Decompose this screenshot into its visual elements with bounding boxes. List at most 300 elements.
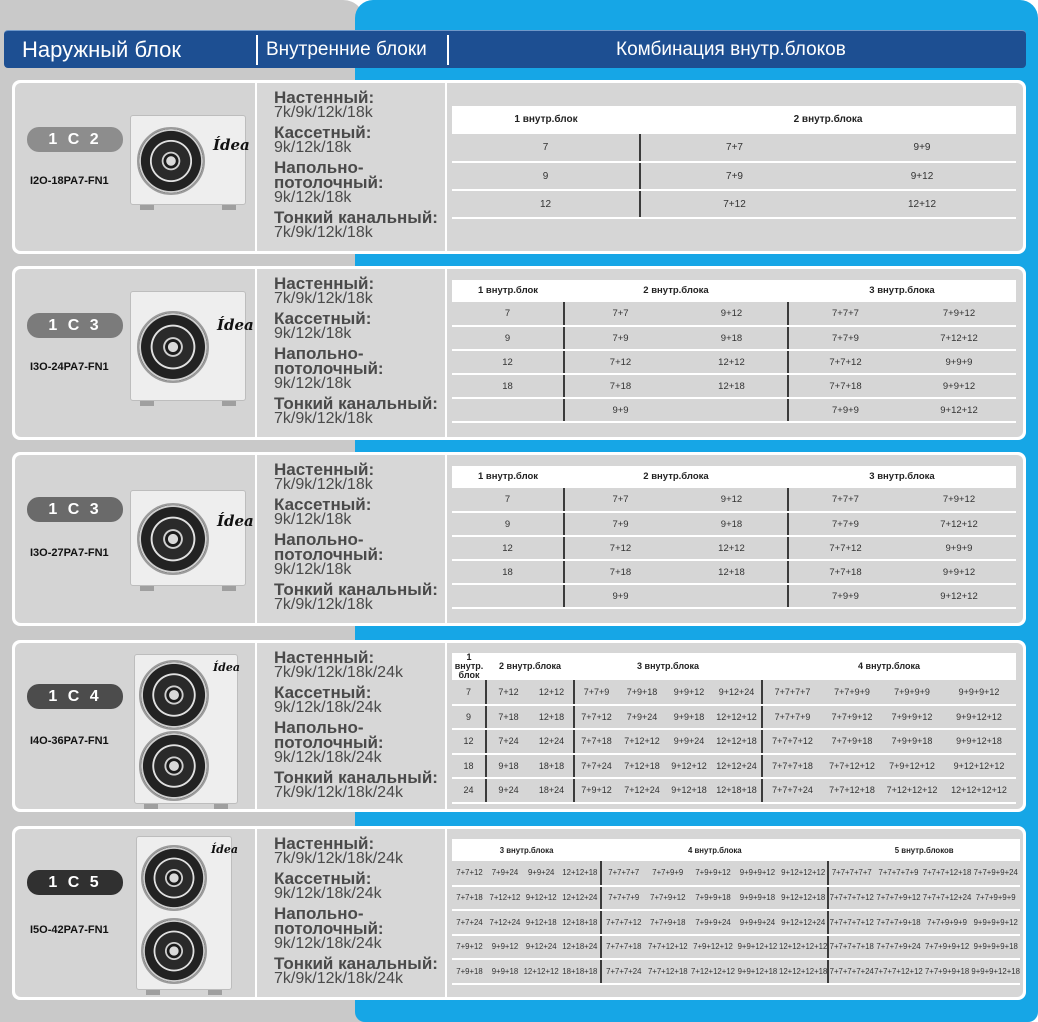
model-name: I5O-42PA7-FN1 — [30, 924, 109, 936]
table-row — [452, 536, 1016, 560]
table-cell: 7+9+12 — [452, 935, 487, 960]
table-cell: 7+9+24 — [618, 705, 666, 730]
indoor-capacity-list: 7k/9k/12k/18k — [274, 410, 373, 427]
table-cell: 12+12 — [828, 190, 1016, 218]
table-cell: 7+7+7+18 — [762, 754, 822, 779]
indoor-capacity-list: 9k/12k/18k/24k — [274, 885, 382, 902]
indoor-capacity-list: 9k/12k/18k — [274, 561, 352, 578]
unit-foot — [222, 586, 236, 591]
indoor-type-label: Тонкий канальный: — [274, 768, 438, 787]
table-cell: 7+9+12+12 — [690, 935, 736, 960]
table-header-cell: 1 внутр.блок — [452, 466, 564, 488]
table-header-row — [452, 280, 1016, 302]
table-cell: 7+7 — [564, 302, 676, 326]
table-cell: 7+7+24 — [574, 754, 618, 779]
table-cell: 9+9+24 — [666, 729, 712, 754]
table-cell: 9+12+18 — [666, 778, 712, 803]
table-cell: 12+12+24 — [712, 754, 762, 779]
table-cell: 7+18 — [564, 374, 676, 398]
table-cell: 7+7+9+12 — [822, 705, 882, 730]
table-cell: 12+18+18 — [559, 910, 601, 935]
table-cell: 9+9+9+12 — [736, 861, 779, 886]
table-cell: 9+18 — [676, 326, 788, 350]
indoor-capacity-list: 7k/9k/12k/18k — [274, 476, 373, 493]
table-cell: 7+18 — [564, 560, 676, 584]
table-cell: 9+9+9+12 — [942, 680, 1016, 705]
table-header-row — [452, 106, 1016, 134]
table-header-cell: 1 внутр.блок — [452, 106, 640, 134]
unit-foot — [140, 401, 154, 406]
table-cell: 7+7+9+9 — [645, 861, 690, 886]
table-cell: 9+12 — [676, 302, 788, 326]
unit-panel — [12, 80, 1026, 254]
indoor-type-label: Напольно- — [274, 158, 364, 177]
table-cell: 12+24 — [530, 729, 574, 754]
table-row — [452, 350, 1016, 374]
indoor-capacity-list: 7k/9k/12k/18k — [274, 290, 373, 307]
table-cell: 7+9+9 — [788, 398, 902, 422]
indoor-type-label: Тонкий канальный: — [274, 580, 438, 599]
unit-foot — [146, 990, 160, 995]
table-cell — [452, 584, 564, 608]
table-cell: 9+9+9+9+12 — [971, 910, 1020, 935]
table-cell: 9+24 — [486, 778, 530, 803]
table-cell: 12+18+18 — [712, 778, 762, 803]
outdoor-unit-image — [130, 115, 250, 205]
table-cell: 9+9+9 — [902, 350, 1016, 374]
table-cell: 9+9+12+12 — [942, 705, 1016, 730]
header-indoor-units: Внутренние блоки — [266, 39, 427, 60]
table-header-cell: 3 внутр.блока — [788, 280, 1016, 302]
brand-logo: Ídea — [217, 316, 254, 335]
header-bar — [4, 30, 1026, 68]
table-cell: 7+12 — [486, 680, 530, 705]
table-cell: 7+12+24 — [618, 778, 666, 803]
fan-grille-icon — [137, 311, 209, 383]
table-cell: 7+7+7+7+18 — [828, 935, 874, 960]
table-cell: 9+12+24 — [523, 935, 560, 960]
table-cell: 7+12 — [564, 350, 676, 374]
combination-table — [452, 653, 1016, 804]
indoor-capacity-list: 7k/9k/12k/18k/24k — [274, 970, 403, 987]
indoor-type-label: Настенный: — [274, 88, 375, 107]
system-badge: 1 C 3 — [27, 313, 123, 338]
table-row — [452, 910, 1020, 935]
table-header-cell: 2 внутр.блока — [640, 106, 1016, 134]
indoor-type-label: Напольно- — [274, 530, 364, 549]
table-cell: 7+7+7+7+24 — [828, 959, 874, 984]
table-cell: 7+7+7+12+24 — [923, 886, 972, 911]
unit-panel — [12, 640, 1026, 812]
indoor-capacity-list: 7k/9k/12k/18k — [274, 596, 373, 613]
table-cell: 7+7+12+12 — [645, 935, 690, 960]
indoor-capacity-list: 9k/12k/18k/24k — [274, 935, 382, 952]
table-cell: 7+12 — [640, 190, 828, 218]
table-cell: 18 — [452, 560, 564, 584]
table-cell: 7+7+7+24 — [762, 778, 822, 803]
table-cell: 7+7+9+18 — [645, 910, 690, 935]
table-header-cell: 3 внутр.блока — [788, 466, 1016, 488]
table-row — [452, 584, 1016, 608]
unit-foot — [208, 990, 222, 995]
model-name: I4O-36PA7-FN1 — [30, 735, 109, 747]
table-row — [452, 861, 1020, 886]
table-cell: 18+18+18 — [559, 959, 601, 984]
table-cell: 9+9+9 — [902, 536, 1016, 560]
table-header-cell: 2 внутр.блока — [486, 653, 574, 680]
table-cell: 7+9+12 — [574, 778, 618, 803]
table-row — [452, 729, 1016, 754]
dashed-divider — [445, 458, 446, 620]
table-header-cell: 1 внутр. блок — [452, 653, 486, 680]
system-badge: 1 C 3 — [27, 497, 123, 522]
header-outdoor-unit: Наружный блок — [22, 37, 181, 62]
table-cell: 24 — [452, 778, 486, 803]
table-row — [452, 398, 1016, 422]
table-cell: 7+9+12+12 — [882, 754, 942, 779]
indoor-capacity-list: 9k/12k/18k — [274, 325, 352, 342]
fan-grille-icon — [139, 660, 209, 730]
indoor-type-label: Напольно- — [274, 344, 364, 363]
table-cell: 9+9+12 — [902, 374, 1016, 398]
model-name: I2O-18PA7-FN1 — [30, 175, 109, 187]
table-cell: 7+7+12 — [574, 705, 618, 730]
model-name: I3O-24PA7-FN1 — [30, 361, 109, 373]
table-cell: 7+7+7+18 — [601, 935, 645, 960]
table-cell: 7 — [452, 134, 640, 162]
table-cell: 9 — [452, 512, 564, 536]
dashed-divider — [445, 646, 446, 806]
indoor-type-label: Тонкий канальный: — [274, 208, 438, 227]
table-cell: 7+7+7+7 — [601, 861, 645, 886]
table-cell: 9+9+9+18 — [736, 886, 779, 911]
table-cell: 7+7+9+9 — [822, 680, 882, 705]
table-cell: 7+9 — [564, 512, 676, 536]
table-cell — [676, 398, 788, 422]
table-cell: 12+18 — [530, 705, 574, 730]
table-row — [452, 680, 1016, 705]
table-cell: 7+7+7+9 — [762, 705, 822, 730]
table-header-cell: 3 внутр.блока — [574, 653, 762, 680]
table-cell: 7+7+12+18 — [645, 959, 690, 984]
brand-logo: Ídea — [213, 661, 240, 674]
table-cell: 7+9 — [640, 162, 828, 190]
table-cell: 12+12+12+12 — [779, 935, 828, 960]
unit-foot — [140, 205, 154, 210]
table-cell: 9+12+12 — [902, 584, 1016, 608]
header-divider — [447, 35, 449, 65]
table-cell: 7+7+12+12 — [822, 754, 882, 779]
indoor-type-label: Напольно- — [274, 718, 364, 737]
table-cell: 12+12+18 — [712, 729, 762, 754]
table-cell: 9+9+12 — [902, 560, 1016, 584]
outdoor-unit-image — [134, 654, 238, 804]
indoor-unit-types — [274, 90, 438, 245]
table-header-cell: 4 внутр.блока — [601, 839, 828, 861]
table-cell: 7+7+7+9 — [601, 886, 645, 911]
table-cell: 7+7+7+9+18 — [874, 910, 923, 935]
dashed-divider — [445, 86, 446, 248]
table-row — [452, 488, 1016, 512]
table-row — [452, 162, 1016, 190]
table-cell: 12+18+24 — [559, 935, 601, 960]
table-cell: 7+12 — [564, 536, 676, 560]
fan-grille-icon — [137, 127, 205, 195]
table-cell: 7+9+9 — [788, 584, 902, 608]
table-cell: 7+7+12 — [788, 350, 902, 374]
table-row — [452, 959, 1020, 984]
unit-foot — [140, 586, 154, 591]
table-cell: 12+12+12+18 — [779, 959, 828, 984]
table-cell: 9+12+18 — [523, 910, 560, 935]
table-cell: 9+9 — [564, 584, 676, 608]
table-cell: 9+9+12 — [487, 935, 523, 960]
fan-grille-icon — [137, 503, 209, 575]
table-cell: 7+7+9+12 — [645, 886, 690, 911]
indoor-type-label: потолочный: — [274, 173, 384, 192]
indoor-type-label: Настенный: — [274, 834, 375, 853]
table-header-cell: 4 внутр.блока — [762, 653, 1016, 680]
fan-grille-icon — [141, 918, 207, 984]
table-header-cell: 2 внутр.блока — [564, 280, 788, 302]
table-cell: 7+7+9+9+9 — [971, 886, 1020, 911]
system-badge: 1 C 5 — [27, 870, 123, 895]
table-cell: 7+12+12 — [487, 886, 523, 911]
table-cell: 7+9+9+18 — [690, 886, 736, 911]
table-cell: 7+7+7+7 — [762, 680, 822, 705]
table-row — [452, 935, 1020, 960]
outdoor-unit-image — [130, 490, 254, 586]
table-cell: 12+12 — [676, 350, 788, 374]
indoor-type-label: Настенный: — [274, 274, 375, 293]
table-cell: 7+9+24 — [487, 861, 523, 886]
table-cell: 7+18 — [486, 705, 530, 730]
indoor-unit-types — [274, 650, 438, 805]
table-cell: 12+12+12 — [712, 705, 762, 730]
table-cell: 18+24 — [530, 778, 574, 803]
table-cell: 12 — [452, 350, 564, 374]
table-row — [452, 705, 1016, 730]
indoor-type-label: Напольно- — [274, 904, 364, 923]
table-cell: 9+9+24 — [523, 861, 560, 886]
table-cell: 12 — [452, 729, 486, 754]
indoor-capacity-list: 9k/12k/18k — [274, 375, 352, 392]
outdoor-unit-image — [136, 836, 238, 990]
table-row — [452, 754, 1016, 779]
table-cell: 7+7+9+9+9 — [923, 910, 972, 935]
dashed-divider — [445, 272, 446, 434]
brand-logo: Ídea — [217, 512, 254, 531]
table-cell: 9 — [452, 326, 564, 350]
indoor-type-label: Кассетный: — [274, 869, 372, 888]
indoor-type-label: потолочный: — [274, 359, 384, 378]
table-cell: 9+9+12+18 — [736, 959, 779, 984]
combination-table — [452, 466, 1016, 609]
indoor-type-label: потолочный: — [274, 545, 384, 564]
fan-grille-icon — [139, 731, 209, 801]
table-cell: 7+9+9+12 — [882, 705, 942, 730]
table-cell: 9+12 — [828, 162, 1016, 190]
indoor-capacity-list: 7k/9k/12k/18k/24k — [274, 850, 403, 867]
table-cell: 7+7+7+24 — [601, 959, 645, 984]
table-cell: 7+9+9+12 — [690, 861, 736, 886]
table-cell: 7+24 — [486, 729, 530, 754]
indoor-type-label: Кассетный: — [274, 123, 372, 142]
indoor-unit-types — [274, 276, 438, 431]
table-cell: 9+9+12+18 — [942, 729, 1016, 754]
indoor-capacity-list: 7k/9k/12k/18k/24k — [274, 784, 403, 801]
table-cell: 9+9+9+24 — [736, 910, 779, 935]
indoor-type-label: Кассетный: — [274, 495, 372, 514]
brand-logo: Ídea — [213, 135, 250, 154]
combination-table — [452, 106, 1016, 219]
indoor-type-label: потолочный: — [274, 733, 384, 752]
table-cell: 9+12+12 — [902, 398, 1016, 422]
table-cell: 9+12+12+12 — [779, 861, 828, 886]
table-cell: 7+12+12+12 — [882, 778, 942, 803]
indoor-type-label: потолочный: — [274, 919, 384, 938]
indoor-capacity-list: 7k/9k/12k/18k — [274, 224, 373, 241]
table-cell: 7+7 — [564, 488, 676, 512]
table-header-row — [452, 466, 1016, 488]
table-cell: 7+7+7 — [788, 488, 902, 512]
table-cell: 7+9+9+24 — [690, 910, 736, 935]
table-cell: 7+9+18 — [452, 959, 487, 984]
table-cell: 9+9 — [564, 398, 676, 422]
table-cell: 7+7+9 — [788, 512, 902, 536]
table-cell: 7+7+7+12+18 — [923, 861, 972, 886]
table-cell: 9+9+12+12 — [736, 935, 779, 960]
system-badge: 1 C 2 — [27, 127, 123, 152]
table-cell: 9+12+24 — [712, 680, 762, 705]
indoor-capacity-list: 9k/12k/18k/24k — [274, 699, 382, 716]
table-header-cell: 3 внутр.блока — [452, 839, 601, 861]
table-cell: 7+7+7+12+12 — [874, 959, 923, 984]
unit-foot — [222, 401, 236, 406]
table-cell: 7+7+24 — [452, 910, 487, 935]
table-cell: 9+9 — [828, 134, 1016, 162]
table-cell: 7+12+12 — [902, 326, 1016, 350]
table-cell: 12+12+18 — [559, 861, 601, 886]
table-header-cell: 5 внутр.блоков — [828, 839, 1020, 861]
table-cell: 7+7+18 — [788, 560, 902, 584]
unit-foot — [214, 804, 228, 809]
table-cell — [676, 584, 788, 608]
table-cell: 12+12+12 — [523, 959, 560, 984]
table-cell: 9+18 — [486, 754, 530, 779]
table-cell: 9+12+12 — [523, 886, 560, 911]
indoor-type-label: Кассетный: — [274, 683, 372, 702]
table-cell: 7+7+9+9+18 — [923, 959, 972, 984]
table-cell: 12+12+24 — [559, 886, 601, 911]
table-cell: 7+7+18 — [574, 729, 618, 754]
table-row — [452, 302, 1016, 326]
table-cell: 7+9+9+9 — [882, 680, 942, 705]
table-row — [452, 778, 1016, 803]
table-cell: 7+7+7+7+12 — [828, 886, 874, 911]
table-row — [452, 374, 1016, 398]
dashed-divider — [445, 832, 446, 994]
table-cell: 7+9+12 — [902, 302, 1016, 326]
table-cell: 7+12+12 — [618, 729, 666, 754]
table-cell: 9+9+12 — [666, 680, 712, 705]
indoor-capacity-list: 9k/12k/18k — [274, 189, 352, 206]
table-cell: 7+9+9+18 — [882, 729, 942, 754]
table-cell: 9+9+18 — [487, 959, 523, 984]
table-cell: 7+12+18 — [618, 754, 666, 779]
table-cell: 7+7+7+7+7 — [828, 861, 874, 886]
table-cell: 7+7+7 — [788, 302, 902, 326]
table-cell: 9 — [452, 162, 640, 190]
table-cell: 12 — [452, 190, 640, 218]
indoor-capacity-list: 9k/12k/18k — [274, 139, 352, 156]
table-cell: 7+7+12 — [788, 536, 902, 560]
table-cell: 12+12 — [676, 536, 788, 560]
table-cell: 9 — [452, 705, 486, 730]
unit-panel — [12, 452, 1026, 626]
table-cell: 18+18 — [530, 754, 574, 779]
table-cell: 7+7+7+7+12 — [828, 910, 874, 935]
model-name: I3O-27PA7-FN1 — [30, 547, 109, 559]
unit-foot — [222, 205, 236, 210]
table-cell: 7+7+12 — [452, 861, 487, 886]
table-cell: 9+12+12 — [666, 754, 712, 779]
table-cell: 7+7+9 — [574, 680, 618, 705]
table-cell: 7+9+18 — [618, 680, 666, 705]
table-cell: 12+18 — [676, 560, 788, 584]
table-cell: 7+7+18 — [788, 374, 902, 398]
indoor-type-label: Настенный: — [274, 648, 375, 667]
outdoor-unit-image — [130, 291, 254, 401]
table-cell: 7+7+7+9+12 — [874, 886, 923, 911]
table-cell: 9+9+18 — [666, 705, 712, 730]
indoor-type-label: Тонкий канальный: — [274, 954, 438, 973]
table-cell: 7+12+12+12 — [690, 959, 736, 984]
combination-table — [452, 280, 1016, 423]
table-cell: 7+12+12 — [902, 512, 1016, 536]
table-cell: 9+12+12+12 — [942, 754, 1016, 779]
table-header-row — [452, 839, 1020, 861]
table-cell: 12 — [452, 536, 564, 560]
table-row — [452, 512, 1016, 536]
table-cell: 7+7+9+9+24 — [971, 861, 1020, 886]
indoor-capacity-list: 7k/9k/12k/18k/24k — [274, 664, 403, 681]
table-cell: 9+18 — [676, 512, 788, 536]
table-cell: 7+7+7+9+24 — [874, 935, 923, 960]
indoor-capacity-list: 9k/12k/18k/24k — [274, 749, 382, 766]
table-cell: 18 — [452, 374, 564, 398]
indoor-type-label: Настенный: — [274, 460, 375, 479]
indoor-capacity-list: 7k/9k/12k/18k — [274, 104, 373, 121]
table-header-row — [452, 653, 1016, 680]
table-cell: 7+7+7+7+9 — [874, 861, 923, 886]
combination-table — [452, 839, 1020, 985]
table-cell: 9+12+12+18 — [779, 886, 828, 911]
brand-logo: Ídea — [211, 843, 238, 856]
table-cell: 9+12+12+24 — [779, 910, 828, 935]
table-header-cell: 1 внутр.блок — [452, 280, 564, 302]
table-row — [452, 560, 1016, 584]
indoor-type-label: Тонкий канальный: — [274, 394, 438, 413]
unit-panel — [12, 826, 1026, 1000]
table-cell: 7+7+18 — [452, 886, 487, 911]
unit-foot — [144, 804, 158, 809]
indoor-capacity-list: 9k/12k/18k — [274, 511, 352, 528]
header-combination: Комбинация внутр.блоков — [616, 39, 846, 60]
indoor-unit-types — [274, 836, 438, 991]
header-divider — [256, 35, 258, 65]
table-cell: 12+12 — [530, 680, 574, 705]
